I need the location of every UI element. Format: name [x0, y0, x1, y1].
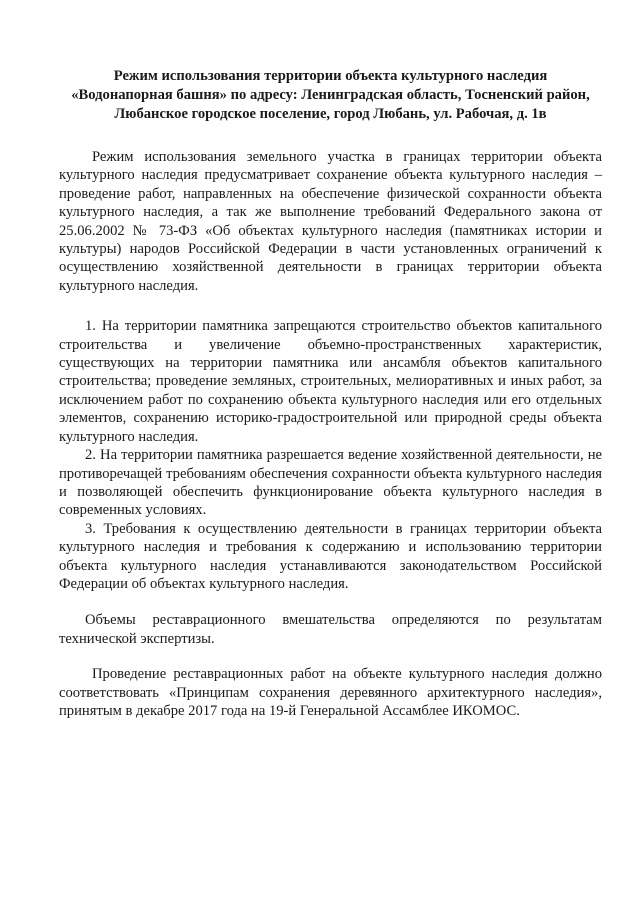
intro-paragraph: Режим использования земельного участка в границах территории объекта культурного наследия предусматривает сохранение объекта культурного наследия – проведение работ, направленных на обеспечение физической сохранности объекта культурного наследия, а так же выполнение требований Федерального закона от 25.06.2002 № 73-ФЗ «Об объектах культурного наследия (памятниках истории и культуры) народов Российской Федерации в части установленных ограничений к осуществлению хозяйственной деятельности в границах территории объекта культурного наследия. — [59, 149, 602, 294]
list-item-2: 2. На территории памятника разрешается ведение хозяйственной деятельности, не противоречащей требованиям обеспечения сохранности объекта культурного наследия и позволяющей обеспечить функционирование объекта культурного наследия в современных условиях. — [59, 447, 602, 519]
document-title — [59, 67, 602, 124]
title-line-3: Любанское городское поселение, город Любань, ул. Рабочая, д. 1в — [114, 106, 547, 122]
title-line-2: «Водонапорная башня» по адресу: Ленинградская область, Тосненский район, — [71, 87, 590, 103]
title-line-1: Режим использования территории объекта культурного наследия — [113, 68, 548, 84]
expertise-paragraph: Объемы реставрационного вмешательства определяются по результатам технической экспертизы. — [59, 612, 602, 647]
list-item-1: 1. На территории памятника запрещаются строительство объектов капитального строительства и увеличение объемно-пространственных характеристик, существующих на территории памятника или ансамбля объектов капитального строительства; проведение земляных, строительных, мелиоративных и иных работ, за исключением работ по сохранению объекта культурного наследия или его отдельных элементов, сохранению историко-градостроительной или природной среды объекта культурного наследия. — [59, 318, 602, 445]
closing-paragraph: Проведение реставрационных работ на объекте культурного наследия должно соответствовать «Принципам сохранения деревянного архитектурного наследия», принятым в декабре 2017 года на 19-й Генеральной Ассамблее ИКОМОС. — [59, 666, 602, 719]
list-item-3: 3. Требования к осуществлению деятельности в границах территории объекта культурного наследия и требования к содержанию и использованию территории объекта культурного наследия устанавливаются законодательством Российской Федерации об объектах культурного наследия. — [59, 520, 602, 592]
